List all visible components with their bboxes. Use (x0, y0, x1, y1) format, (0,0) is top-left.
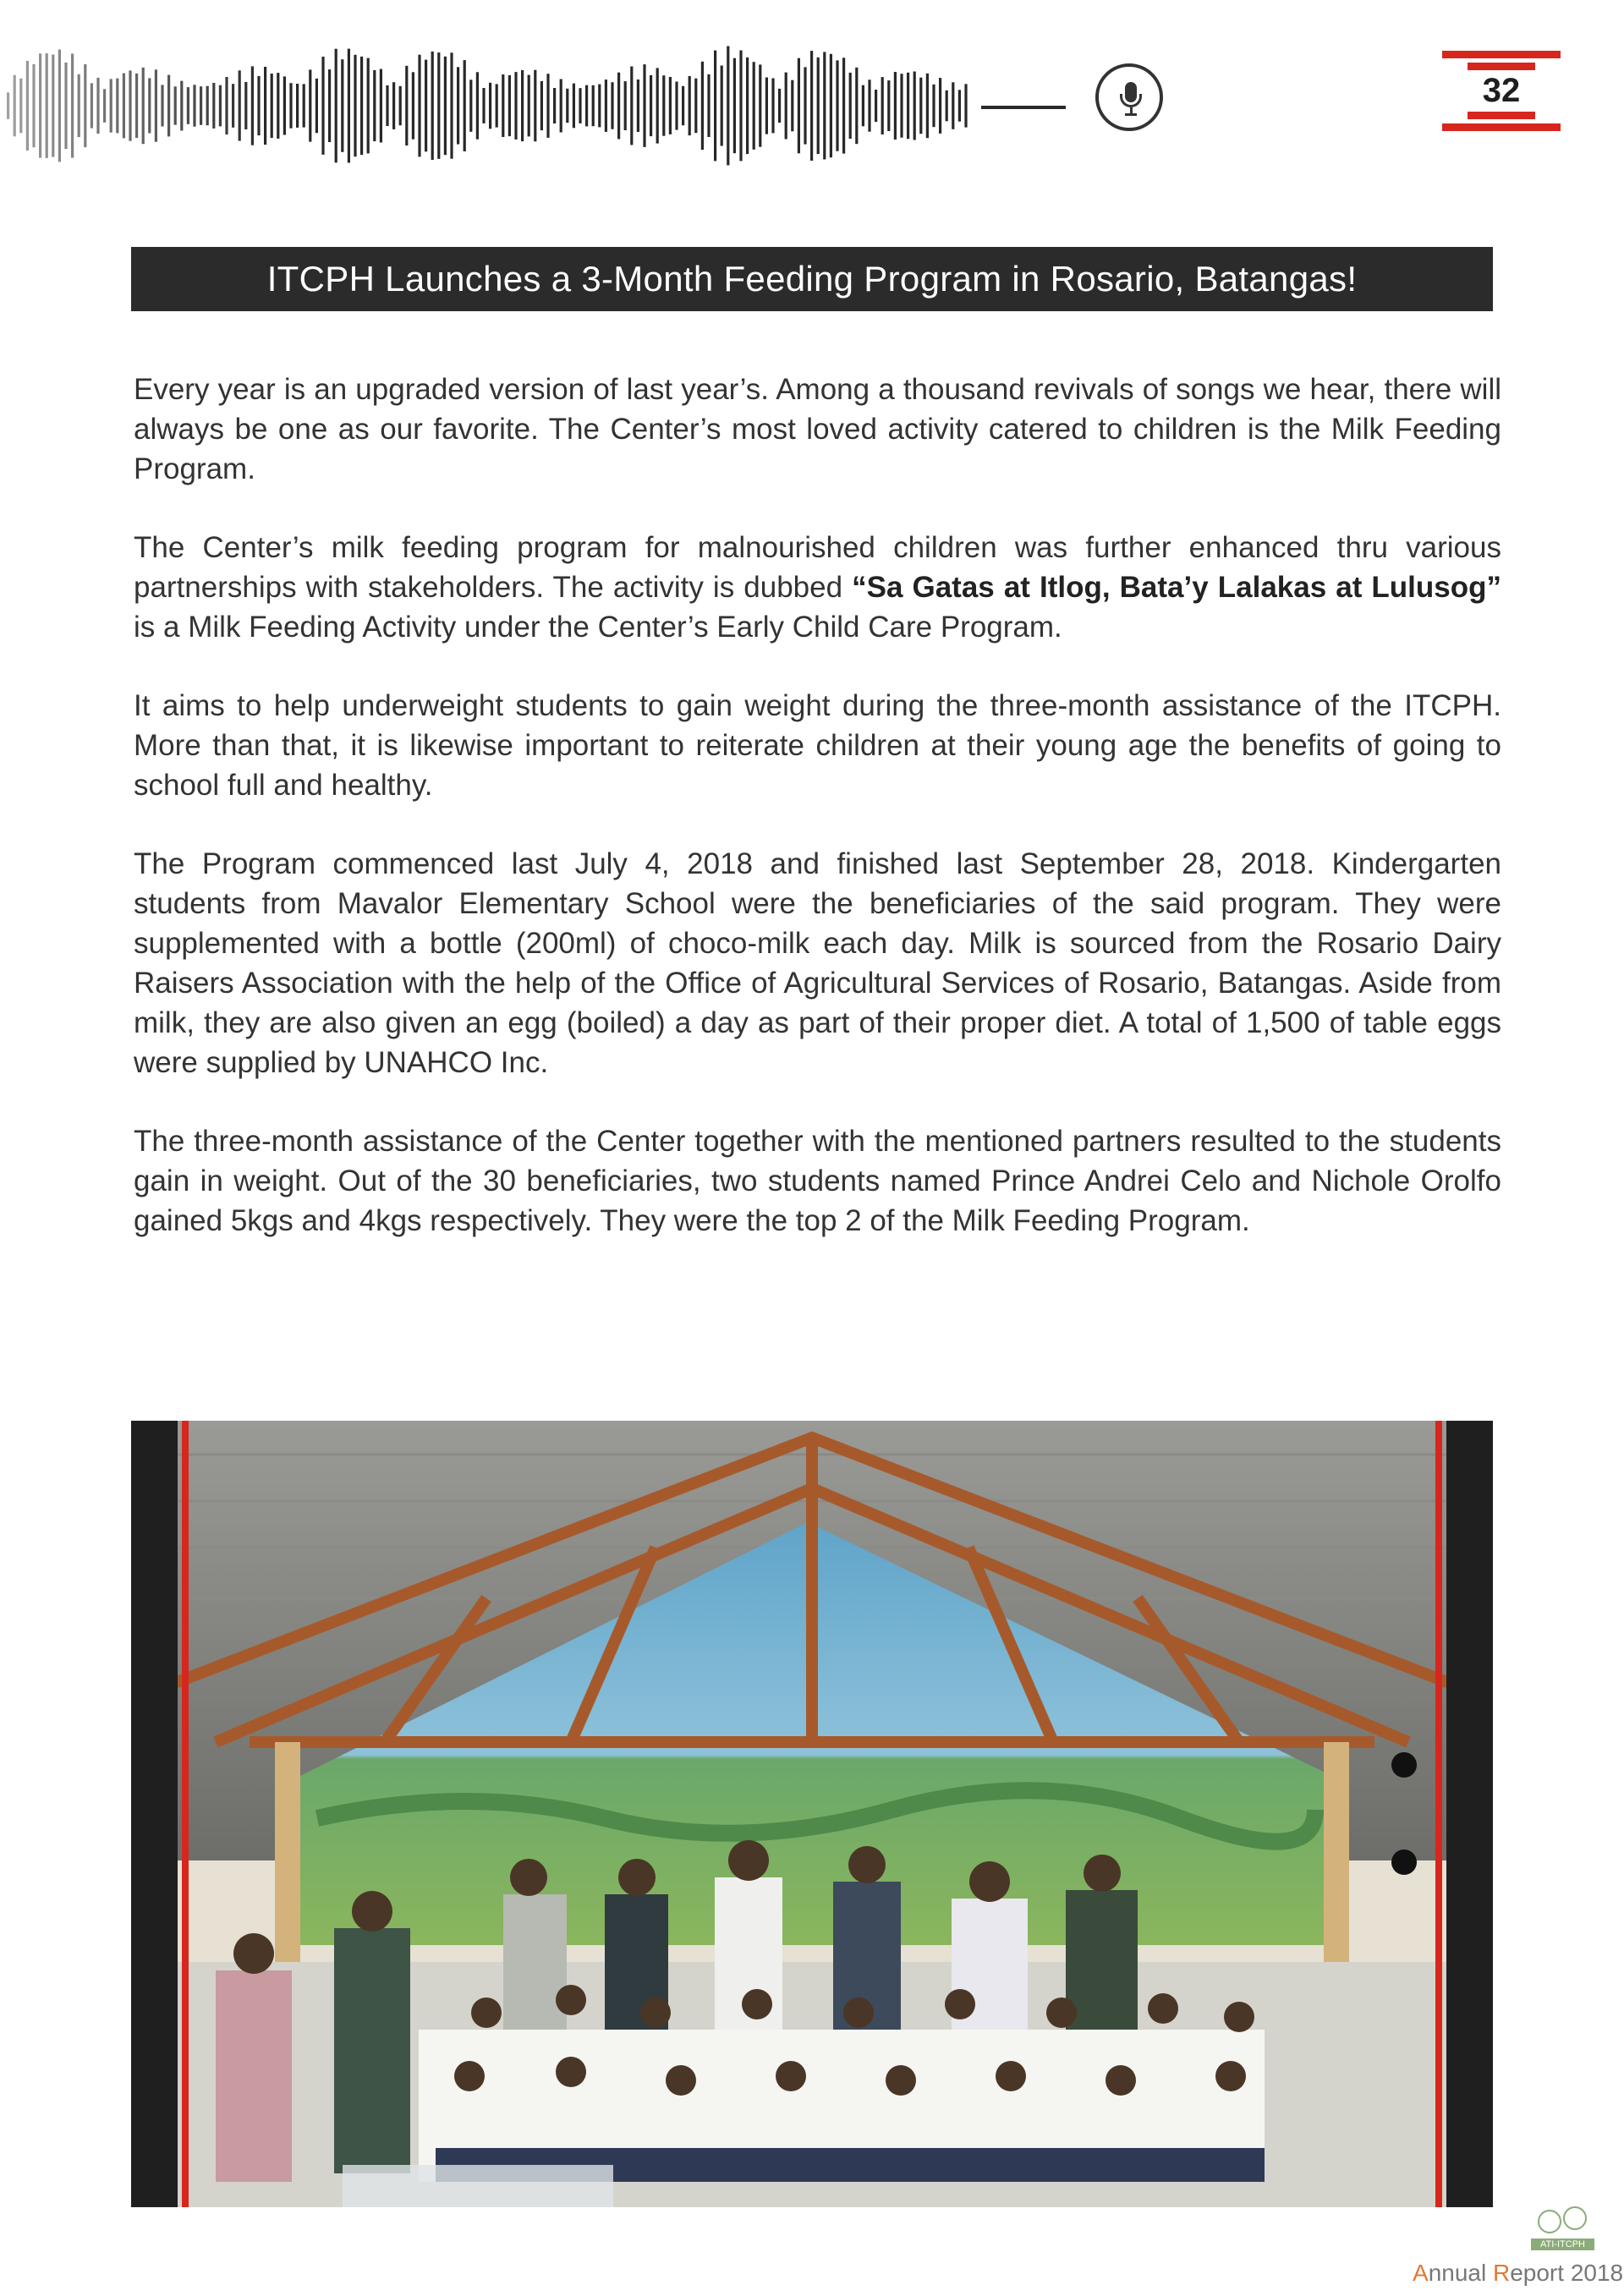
wave-bar (167, 75, 170, 137)
wave-bar (727, 47, 729, 166)
wave-bar (823, 52, 826, 159)
wave-bar (129, 70, 131, 140)
paragraph-4: The Program commenced last July 4, 2018 and finished last September 28, 2018. Kindergarten students from Mavalor Elementary School were the beneficiaries of the said program. They were supplemented with a bottle (200ml) of choco-milk each day. Milk is sourced from the Rosario Dairy Raisers Association with the help of the Office of Agricultural Services of Rosario, Batangas. Aside from milk, they are also given an egg (boiled) a day as part of their proper diet. A total of 1,500 of table eggs were supplied by UNAHCO Inc. (134, 847, 1501, 1079)
wave-bar (746, 58, 749, 154)
group-photo-illustration (131, 1421, 1493, 2207)
wave-bar (836, 60, 838, 151)
wave-bar (335, 49, 337, 163)
wave-bar (739, 51, 742, 162)
wave-bar (689, 76, 691, 135)
wave-bar (271, 74, 273, 138)
wave-bar (14, 75, 16, 137)
wave-bar (656, 68, 659, 143)
wave-bar (508, 75, 511, 136)
wave-bar (521, 70, 524, 141)
wave-bar (707, 74, 710, 137)
wave-bar (932, 85, 935, 127)
wave-bar (348, 49, 350, 163)
wave-bar (476, 72, 479, 139)
wave-bar (58, 50, 61, 162)
wave-bar (464, 60, 466, 151)
paragraph-5: The three-month assistance of the Center together with the mentioned partners resulted to the students gain in weight. Out of the 30 beneficiaries, two students named Prince Andrei Celo and Nichole Orolfo gained 5kgs and 4kgs respectively. They were the top 2 of the Milk Feeding Program. (134, 1125, 1501, 1237)
wave-bar (64, 63, 67, 149)
wave-bar (900, 74, 903, 138)
wave-bar (155, 69, 157, 141)
wave-bar (617, 73, 620, 140)
wave-bar (540, 81, 543, 130)
wave-bar (212, 83, 215, 129)
wave-bar (611, 82, 613, 129)
wave-bar (496, 84, 498, 127)
wave-bar (514, 72, 517, 140)
article-title: ITCPH Launches a 3-Month Feeding Program in Rosario, Batangas! (131, 247, 1493, 311)
program-name: “Sa Gatas at Itlog, Bata’y Lalakas at Lulusog” (852, 571, 1501, 604)
wave-bar (919, 78, 922, 134)
wave-bar (123, 74, 125, 139)
wave-bar (778, 89, 781, 123)
wave-bar (91, 83, 93, 128)
article-body (134, 370, 1501, 1280)
page-number-badge (1442, 51, 1561, 131)
wave-bar (914, 72, 916, 140)
wave-bar (405, 66, 408, 145)
wave-bar (277, 73, 279, 139)
wave-bar (952, 82, 954, 129)
wave-bar (502, 74, 504, 137)
wave-bar (367, 58, 370, 154)
wave-bar (110, 79, 112, 132)
wave-bar (855, 68, 858, 144)
wave-bar (650, 75, 652, 136)
wave-bar (315, 79, 318, 133)
wave-bar (964, 84, 967, 127)
wave-bar (765, 78, 768, 134)
wave-bar (174, 86, 177, 124)
wave-bar (206, 86, 209, 126)
wave-bar (546, 74, 549, 138)
wave-bar (894, 72, 897, 140)
wave-bar (52, 55, 54, 157)
wave-bar (753, 62, 755, 150)
wave-bar (469, 79, 472, 132)
wave-bar (849, 73, 852, 139)
paragraph-2: The Center’s milk feeding program for malnourished children was further enhanced thru various partnerships with stakeholders. The activity is dubbed “Sa Gatas at Itlog, Bata’y Lalakas at Lulusog” is a Milk Feeding Activity under the Center’s Early Child Care Program. (134, 531, 1501, 644)
sound-wave-line (981, 106, 1066, 109)
wave-bar (321, 57, 324, 155)
wave-bar (412, 72, 414, 139)
paragraph-1: Every year is an upgraded version of last year’s. Among a thousand revivals of songs we hear, there will always be one as our favorite. The Center’s most loved activity catered to children is the Milk Feeding Program. (134, 373, 1501, 485)
wave-bar (116, 79, 118, 134)
wave-bar (804, 67, 806, 144)
wave-bar (662, 75, 665, 136)
wave-bar (360, 57, 363, 155)
wave-bar (669, 77, 672, 134)
wave-bar (675, 82, 678, 130)
wave-bar (759, 64, 761, 146)
wave-bar (354, 55, 356, 156)
wave-bar (946, 90, 948, 122)
group-photo (131, 1421, 1493, 2207)
wave-bar (482, 88, 485, 123)
wave-bar (573, 84, 575, 129)
wave-bar (714, 51, 716, 162)
sound-wave-graphic (0, 34, 981, 178)
wave-bar (444, 57, 447, 155)
wave-bar (380, 69, 382, 143)
wave-bar (251, 66, 254, 145)
wave-bar (798, 58, 800, 154)
wave-bar (785, 73, 787, 140)
wave-bar (392, 82, 395, 129)
annual-report-footer: Annual Report 2018 (1413, 2260, 1624, 2286)
wave-bar (624, 81, 627, 130)
wave-bar (868, 79, 870, 131)
wave-bar (694, 79, 697, 134)
wave-bar (585, 85, 588, 127)
wave-bar (598, 85, 601, 128)
wave-bar (733, 58, 736, 154)
wave-bar (26, 61, 29, 151)
wave-bar (232, 84, 234, 128)
wave-bar (46, 53, 48, 158)
wave-bar (528, 75, 530, 137)
wave-bar (96, 78, 99, 134)
wave-bar (881, 77, 884, 134)
wave-bar (239, 70, 241, 140)
wave-bar (560, 79, 562, 133)
wave-bar (161, 85, 163, 126)
page-number: 32 (1482, 72, 1521, 109)
wave-bar (386, 85, 388, 126)
wave-bar (907, 73, 909, 139)
wave-bar (32, 64, 35, 148)
wave-bar (341, 59, 343, 152)
wave-bar (418, 55, 420, 157)
wave-bar (71, 53, 74, 157)
wave-bar (842, 58, 845, 153)
wave-bar (264, 67, 266, 145)
wave-bar (283, 76, 286, 134)
wave-bar (939, 78, 941, 134)
wave-bar (566, 89, 568, 123)
wave-bar (200, 86, 202, 125)
wave-bar (887, 80, 890, 131)
wave-bar (78, 74, 80, 137)
wave-bar (791, 80, 793, 132)
wave-bar (579, 88, 581, 123)
wave-bar (437, 52, 440, 159)
wave-bar (425, 60, 427, 152)
wave-bar (830, 54, 832, 157)
wave-bar (457, 67, 459, 144)
wave-bar (225, 77, 228, 134)
wave-bar (328, 69, 331, 142)
wave-bar (39, 53, 41, 157)
wave-bar (771, 79, 774, 134)
wave-bar (489, 83, 491, 129)
wave-bar (682, 86, 684, 125)
wave-bar (257, 76, 260, 135)
wave-bar (148, 78, 151, 133)
wave-bar (810, 51, 813, 161)
wave-bar (721, 66, 723, 146)
wave-bar (187, 87, 189, 124)
wave-bar (399, 86, 402, 125)
wave-bar (289, 83, 292, 129)
paragraph-3: It aims to help underweight students to gain weight during the three-month assistance of the ITCPH. More than that, it is likewise important to reiterate children at their young age the benefits of going to school full and healthy. (134, 689, 1501, 802)
wave-bar (7, 92, 9, 119)
page-header (0, 0, 1624, 195)
wave-bar (926, 74, 929, 138)
wave-bar (450, 52, 453, 158)
wave-bar (103, 89, 106, 123)
wave-bar (19, 79, 22, 134)
wave-bar (373, 70, 376, 141)
wave-bar (135, 74, 138, 138)
logo-tag: ATI-ITCPH (1531, 2238, 1594, 2250)
wave-bar (592, 85, 595, 126)
wave-bar (534, 70, 536, 142)
wave-bar (875, 90, 877, 122)
wave-bar (244, 82, 247, 129)
wave-bar (553, 88, 556, 123)
wave-bar (193, 85, 195, 126)
wave-bar (309, 69, 311, 141)
wave-bar (862, 85, 864, 127)
wave-bar (630, 67, 633, 145)
wave-bar (180, 81, 183, 131)
wave-bar (142, 68, 145, 144)
wave-bar (431, 52, 434, 160)
wave-bar (605, 79, 607, 132)
wave-bar (303, 84, 305, 127)
wave-bar (296, 84, 299, 128)
wave-bar (958, 90, 961, 121)
wave-bar (643, 64, 645, 147)
ati-itcph-logo (1531, 2203, 1594, 2249)
wave-bar (219, 85, 222, 127)
wave-bar (817, 58, 820, 154)
microphone-icon (1095, 63, 1163, 131)
wave-bar (637, 79, 639, 132)
wave-bar (701, 62, 704, 150)
wave-bar (84, 64, 86, 147)
